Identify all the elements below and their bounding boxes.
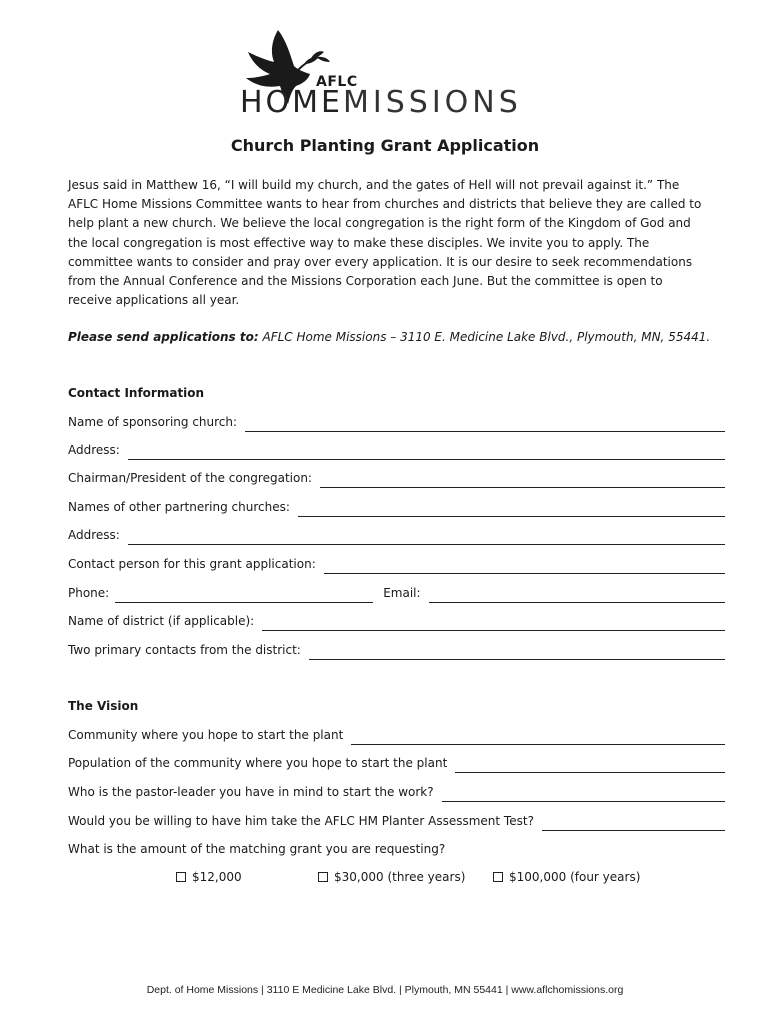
sponsoring-church-label: Name of sponsoring church: [68,415,238,429]
grant-option-100000[interactable] [493,870,640,884]
population-row [68,753,725,773]
checkbox-30000[interactable] [318,872,328,882]
send-label: Please send applications to: [68,330,259,344]
partnering-churches-field[interactable] [298,500,725,517]
district-label: Name of district (if applicable): [68,614,255,628]
grant-option-30000-label: $30,000 (three years) [334,870,466,884]
aflc-home-missions-logo [232,24,542,124]
phone-email-row [68,583,725,603]
grant-option-12000[interactable] [176,870,242,884]
address2-field[interactable] [128,528,725,545]
vision-heading: The Vision [68,699,139,713]
chairman-label: Chairman/President of the congregation: [68,471,312,485]
assessment-field[interactable] [542,814,725,831]
chairman-row [68,468,725,488]
logo-wordmark [240,85,522,120]
grant-amount-options [0,870,770,890]
send-address: AFLC Home Missions – 3110 E. Medicine Lake Blvd., Plymouth, MN, 55441. [262,330,711,344]
phone-label: Phone: [68,586,110,600]
send-applications-line [68,330,728,344]
email-field[interactable] [429,586,725,603]
matching-grant-question: What is the amount of the matching grant you are requesting? [68,842,446,856]
community-field[interactable] [351,728,725,745]
page-title: Church Planting Grant Application [230,136,540,155]
contact-person-field[interactable] [324,557,725,574]
district-contacts-field[interactable] [309,643,725,660]
phone-field[interactable] [115,586,373,603]
page-footer: Dept. of Home Missions | 3110 E Medicine Lake Blvd. | Plymouth, MN 55441 | www.aflchomissions.org [146,984,624,996]
pastor-label: Who is the pastor-leader you have in mind to start the work? [68,785,434,799]
pastor-field[interactable] [442,785,725,802]
district-contacts-label: Two primary contacts from the district: [68,643,301,657]
address-label: Address: [68,443,120,457]
grant-option-100000-label: $100,000 (four years) [509,870,641,884]
sponsoring-church-row [68,412,725,432]
contact-person-row [68,554,725,574]
chairman-field[interactable] [320,471,725,488]
address-row [68,440,725,460]
partnering-churches-row [68,497,725,517]
grant-option-30000[interactable] [318,870,465,884]
address2-label: Address: [68,528,120,542]
logo-wordmark-home: HOME [240,85,344,120]
checkbox-12000[interactable] [176,872,186,882]
assessment-label: Would you be willing to have him take the AFLC HM Planter Assessment Test? [68,814,534,828]
partnering-churches-label: Names of other partnering churches: [68,500,290,514]
pastor-row [68,782,725,802]
logo-org-short: AFLC [316,74,358,90]
population-field[interactable] [455,756,725,773]
district-field[interactable] [262,614,725,631]
community-label: Community where you hope to start the plant [68,728,344,742]
logo-wordmark-missions: MISSIONS [343,85,522,120]
grant-option-12000-label: $12,000 [192,870,242,884]
district-contacts-row [68,640,725,660]
address-field[interactable] [128,443,725,460]
community-row [68,725,725,745]
address2-row [68,525,725,545]
population-label: Population of the community where you hope to start the plant [68,756,448,770]
contact-person-label: Contact person for this grant application: [68,557,316,571]
email-label: Email: [383,586,421,600]
intro-paragraph: Jesus said in Matthew 16, “I will build my church, and the gates of Hell will not prevail against it.” The AFLC Home Missions Committee wants to hear from churches and districts that believe they are called to help plant a new church. We believe the local congregation is the right form of the Kingdom of God and the local congregation is most effective way to make these disciples. We invite you to apply. The committee wants to consider and pray over every application. It is our desire to seek recommendations from the Annual Conference and the Missions Corporation each June. But the committee is open to receive applications all year. [68,178,702,308]
district-row [68,611,725,631]
checkbox-100000[interactable] [493,872,503,882]
assessment-row [68,811,725,831]
sponsoring-church-field[interactable] [245,415,725,432]
contact-information-heading: Contact Information [68,386,205,400]
